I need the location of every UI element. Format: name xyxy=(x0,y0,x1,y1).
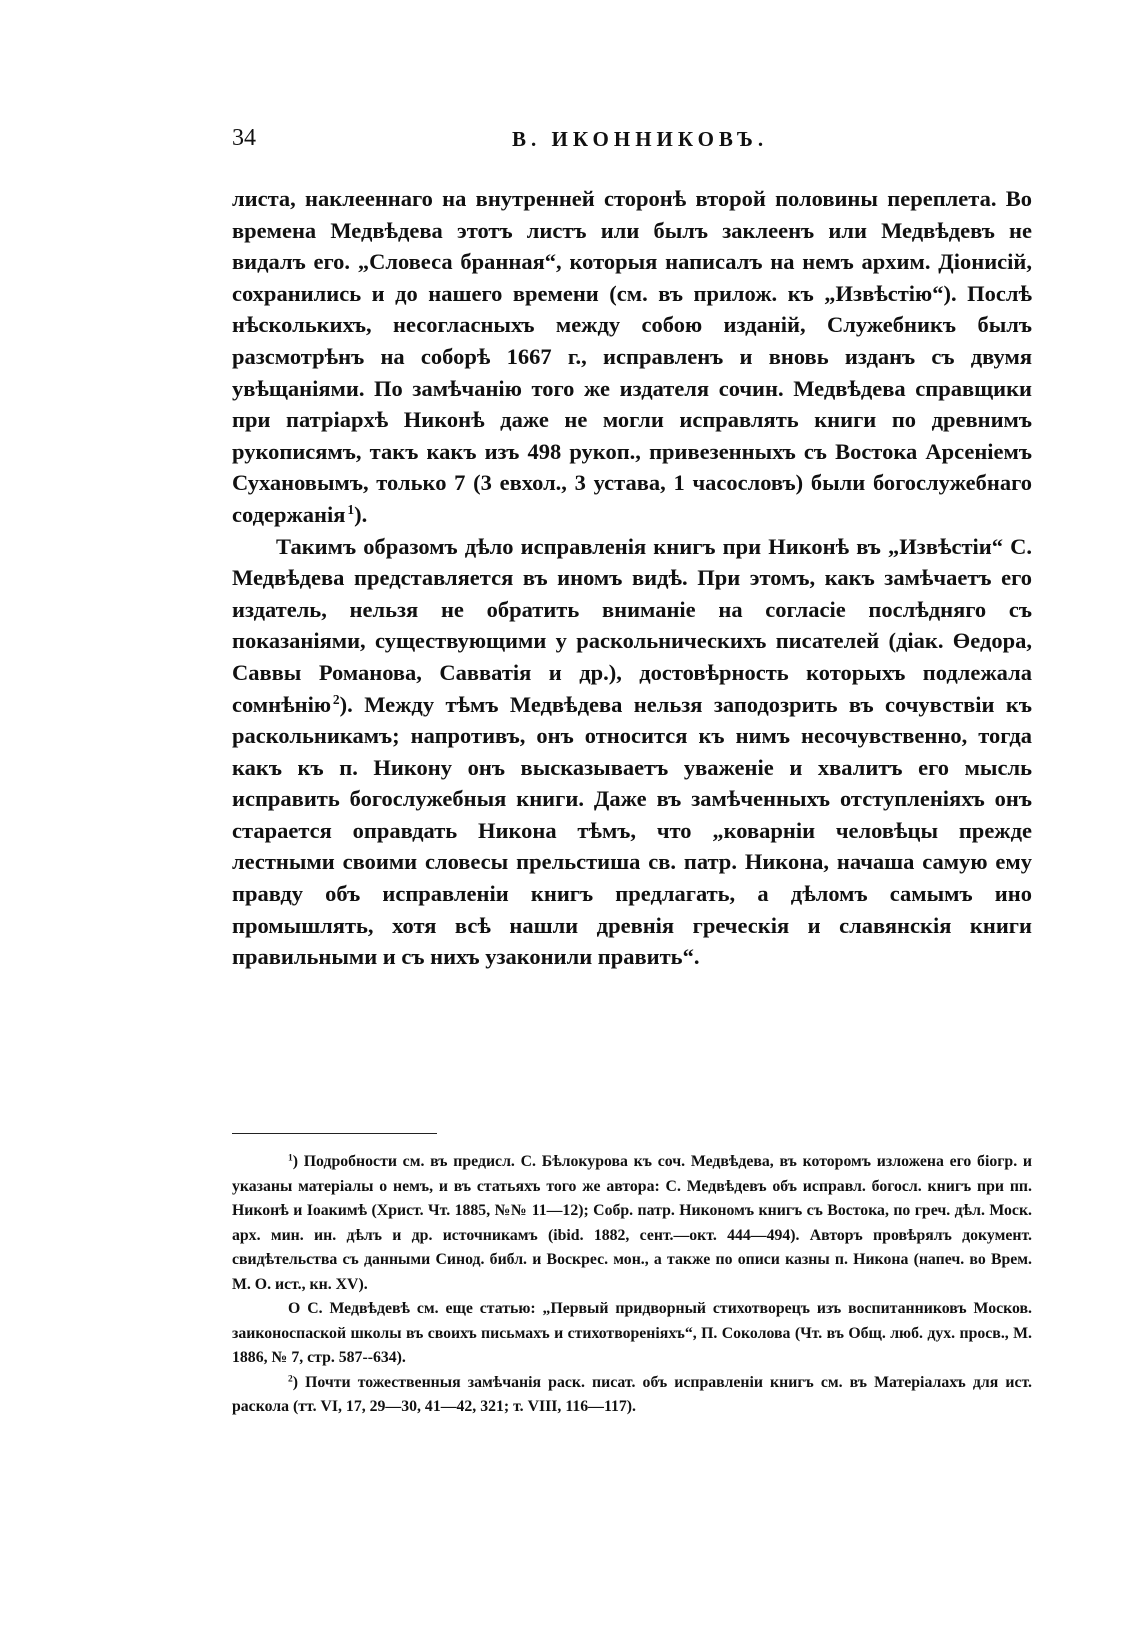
footnote-1-text: ) Подробности см. въ предисл. С. Бѣлокурова къ соч. Медвѣдева, въ которомъ изложена его біогр. и указаны матеріалы о немъ, и въ статьяхъ того же автора: С. Медвѣдевъ объ исправл. богосл. книгъ при пп. Никонѣ и Іоакимѣ (Христ. Чт. 1885, №№ 11—12); Собр. патр. Никономъ книгъ съ Востока, по греч. дѣл. Моск. арх. мин. ин. дѣлъ и др. источникамъ (ibid. 1882, сент.—окт. 444—494). Авторъ провѣрялъ документ. свидѣтельства съ данными Синод. библ. и Воскрес. мон., а также по описи казны п. Никона (напеч. во Врем. М. О. ист., кн. XV). xyxy=(232,1153,1032,1293)
footnote-divider xyxy=(232,1133,437,1134)
paragraph-1-end: ). xyxy=(354,501,368,527)
footnote-2-text: ) Почти тожественныя замѣчанія раск. писат. объ исправленіи книгъ см. въ Матеріалахъ для ист. раскола (тт. VI, 17, 29—30, 41—42, 321; т. VIII, 116—117). xyxy=(232,1373,1032,1415)
footnote-1-continued xyxy=(232,1297,1032,1371)
footnote-2-marker: 2 xyxy=(288,1373,293,1384)
footnote-1-marker: 1 xyxy=(288,1153,293,1164)
footnote-1 xyxy=(232,1150,1032,1297)
page-number: 34 xyxy=(232,125,256,151)
footnote-2 xyxy=(232,1371,1032,1420)
paragraph-2-text-a: Такимъ образомъ дѣло исправленія книгъ при Никонѣ въ „Извѣстіи“ С. Медвѣдева представляется въ иномъ видѣ. При этомъ, какъ замѣчаетъ его издатель, нельзя не обратить вниманіе на согласіе послѣдняго съ показаніями, существующими у раскольническихъ писателей (діак. Өедора, Саввы Романова, Савватія и др.), достовѣрность которыхъ подлежала сомнѣнію xyxy=(232,533,1032,717)
footnote-1-continued-text: О С. Медвѣдевѣ см. еще статью: „Первый придворный стихотворецъ изъ воспитанниковъ Москов. заиконоспаской школы въ своихъ письмахъ и стихотвореніяхъ“, П. Соколова (Чт. въ Общ. люб. дух. просв., М. 1886, № 7, стр. 587--634). xyxy=(232,1300,1032,1366)
footnote-ref-1: 1 xyxy=(347,501,355,517)
paragraph-2-text-b: ). Между тѣмъ Медвѣдева нельзя заподозрить въ сочувствіи къ раскольникамъ; напротивъ, онъ относится къ нимъ несочувственно, тогда какъ къ п. Никону онъ высказываетъ уваженіе и хвалитъ его мысль исправить богослужебныя книги. Даже въ замѣченныхъ отступленіяхъ онъ старается оправдать Никона тѣмъ, что „коварніи человѣцы прежде лестными своими словесы прельстиша св. патр. Никона, начаша самую ему правду объ исправленіи книгъ предлагать, а дѣломъ самымъ ино промышлять, хотя всѣ нашли древнія греческія и славянскія книги правильными и съ нихъ узаконили править“. xyxy=(232,691,1032,970)
footnote-ref-2: 2 xyxy=(332,691,340,707)
running-head: В. ИКОННИКОВЪ. xyxy=(512,127,769,151)
footnotes xyxy=(232,1150,1032,1420)
main-text xyxy=(232,183,1032,973)
paragraph-2 xyxy=(232,531,1032,973)
paragraph-1-text: листа, наклееннаго на внутренней сторонѣ второй половины переплета. Во времена Медвѣдева этотъ листъ или былъ заклеенъ или Медвѣдевъ не видалъ его. „Словеса бранная“, которыя написалъ на немъ архим. Діонисій, сохранились и до нашего времени (см. въ прилож. къ „Извѣстію“). Послѣ нѣсколькихъ, несогласныхъ между собою изданій, Служебникъ былъ разсмотрѣнъ на соборѣ 1667 г., исправленъ и вновь изданъ съ двумя увѣщаніями. По замѣчанію того же издателя сочин. Медвѣдева справщики при патріархѣ Никонѣ даже не могли исправлять книги по древнимъ рукописямъ, такъ какъ изъ 498 рукоп., привезенныхъ съ Востока Арсеніемъ Сухановымъ, только 7 (3 евхол., 3 устава, 1 часословъ) были богослужебнаго содержанія xyxy=(232,186,1032,527)
paragraph-1 xyxy=(232,183,1032,531)
page-header xyxy=(232,125,1032,165)
